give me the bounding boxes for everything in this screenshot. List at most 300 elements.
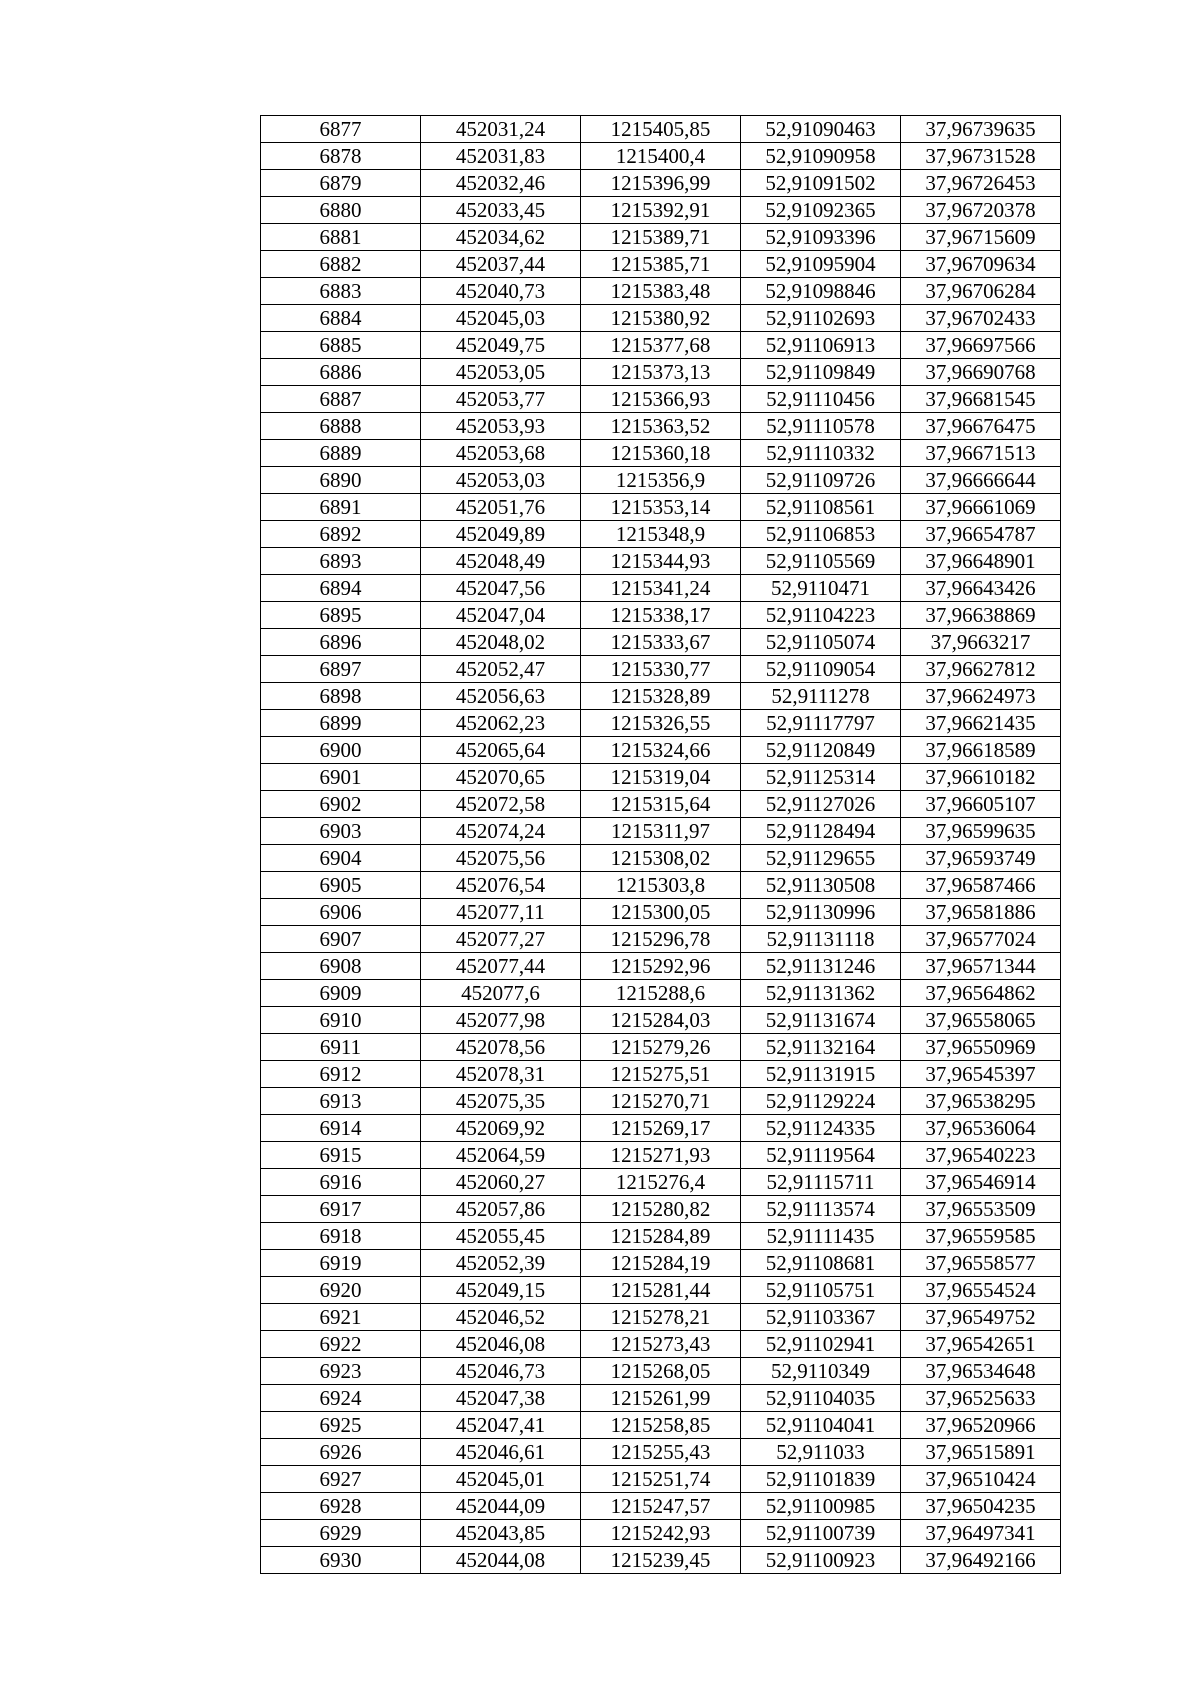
point-number-cell: 6917 — [261, 1196, 421, 1223]
point-number-cell: 6922 — [261, 1331, 421, 1358]
coordinates-table-body — [261, 116, 1061, 1574]
table-row — [261, 1493, 1061, 1520]
x-coordinate-cell: 452053,03 — [421, 467, 581, 494]
point-number-cell: 6930 — [261, 1547, 421, 1574]
y-coordinate-cell: 1215308,02 — [581, 845, 741, 872]
table-row — [261, 926, 1061, 953]
x-coordinate-cell: 452046,73 — [421, 1358, 581, 1385]
point-number-cell: 6929 — [261, 1520, 421, 1547]
y-coordinate-cell: 1215389,71 — [581, 224, 741, 251]
x-coordinate-cell: 452062,23 — [421, 710, 581, 737]
y-coordinate-cell: 1215269,17 — [581, 1115, 741, 1142]
longitude-cell: 37,96654787 — [901, 521, 1061, 548]
latitude-cell: 52,91132164 — [741, 1034, 901, 1061]
x-coordinate-cell: 452053,68 — [421, 440, 581, 467]
y-coordinate-cell: 1215319,04 — [581, 764, 741, 791]
y-coordinate-cell: 1215270,71 — [581, 1088, 741, 1115]
x-coordinate-cell: 452037,44 — [421, 251, 581, 278]
table-row — [261, 710, 1061, 737]
table-row — [261, 413, 1061, 440]
table-row — [261, 1547, 1061, 1574]
point-number-cell: 6915 — [261, 1142, 421, 1169]
x-coordinate-cell: 452055,45 — [421, 1223, 581, 1250]
latitude-cell: 52,9111278 — [741, 683, 901, 710]
y-coordinate-cell: 1215261,99 — [581, 1385, 741, 1412]
table-row — [261, 1088, 1061, 1115]
table-row — [261, 467, 1061, 494]
x-coordinate-cell: 452043,85 — [421, 1520, 581, 1547]
point-number-cell: 6891 — [261, 494, 421, 521]
y-coordinate-cell: 1215281,44 — [581, 1277, 741, 1304]
y-coordinate-cell: 1215284,89 — [581, 1223, 741, 1250]
longitude-cell: 37,96540223 — [901, 1142, 1061, 1169]
longitude-cell: 37,96559585 — [901, 1223, 1061, 1250]
longitude-cell: 37,96550969 — [901, 1034, 1061, 1061]
table-row — [261, 548, 1061, 575]
longitude-cell: 37,96618589 — [901, 737, 1061, 764]
x-coordinate-cell: 452076,54 — [421, 872, 581, 899]
y-coordinate-cell: 1215348,9 — [581, 521, 741, 548]
y-coordinate-cell: 1215247,57 — [581, 1493, 741, 1520]
latitude-cell: 52,91104041 — [741, 1412, 901, 1439]
latitude-cell: 52,91100739 — [741, 1520, 901, 1547]
table-row — [261, 1250, 1061, 1277]
x-coordinate-cell: 452065,64 — [421, 737, 581, 764]
x-coordinate-cell: 452053,77 — [421, 386, 581, 413]
x-coordinate-cell: 452044,09 — [421, 1493, 581, 1520]
point-number-cell: 6916 — [261, 1169, 421, 1196]
latitude-cell: 52,91113574 — [741, 1196, 901, 1223]
y-coordinate-cell: 1215242,93 — [581, 1520, 741, 1547]
y-coordinate-cell: 1215385,71 — [581, 251, 741, 278]
latitude-cell: 52,91101839 — [741, 1466, 901, 1493]
latitude-cell: 52,91131362 — [741, 980, 901, 1007]
latitude-cell: 52,911033 — [741, 1439, 901, 1466]
point-number-cell: 6878 — [261, 143, 421, 170]
x-coordinate-cell: 452069,92 — [421, 1115, 581, 1142]
longitude-cell: 37,96697566 — [901, 332, 1061, 359]
y-coordinate-cell: 1215333,67 — [581, 629, 741, 656]
y-coordinate-cell: 1215292,96 — [581, 953, 741, 980]
longitude-cell: 37,96525633 — [901, 1385, 1061, 1412]
longitude-cell: 37,96671513 — [901, 440, 1061, 467]
longitude-cell: 37,96593749 — [901, 845, 1061, 872]
x-coordinate-cell: 452078,56 — [421, 1034, 581, 1061]
longitude-cell: 37,96706284 — [901, 278, 1061, 305]
longitude-cell: 37,96504235 — [901, 1493, 1061, 1520]
y-coordinate-cell: 1215353,14 — [581, 494, 741, 521]
point-number-cell: 6882 — [261, 251, 421, 278]
table-row — [261, 386, 1061, 413]
table-row — [261, 116, 1061, 143]
longitude-cell: 37,96546914 — [901, 1169, 1061, 1196]
latitude-cell: 52,91090463 — [741, 116, 901, 143]
y-coordinate-cell: 1215251,74 — [581, 1466, 741, 1493]
y-coordinate-cell: 1215330,77 — [581, 656, 741, 683]
longitude-cell: 37,96536064 — [901, 1115, 1061, 1142]
latitude-cell: 52,91109054 — [741, 656, 901, 683]
longitude-cell: 37,96624973 — [901, 683, 1061, 710]
y-coordinate-cell: 1215284,19 — [581, 1250, 741, 1277]
x-coordinate-cell: 452057,86 — [421, 1196, 581, 1223]
longitude-cell: 37,96515891 — [901, 1439, 1061, 1466]
latitude-cell: 52,91106853 — [741, 521, 901, 548]
y-coordinate-cell: 1215284,03 — [581, 1007, 741, 1034]
longitude-cell: 37,96553509 — [901, 1196, 1061, 1223]
longitude-cell: 37,9663217 — [901, 629, 1061, 656]
latitude-cell: 52,91130996 — [741, 899, 901, 926]
table-row — [261, 170, 1061, 197]
x-coordinate-cell: 452045,03 — [421, 305, 581, 332]
longitude-cell: 37,96661069 — [901, 494, 1061, 521]
y-coordinate-cell: 1215311,97 — [581, 818, 741, 845]
longitude-cell: 37,96497341 — [901, 1520, 1061, 1547]
x-coordinate-cell: 452040,73 — [421, 278, 581, 305]
point-number-cell: 6923 — [261, 1358, 421, 1385]
y-coordinate-cell: 1215239,45 — [581, 1547, 741, 1574]
longitude-cell: 37,96702433 — [901, 305, 1061, 332]
table-row — [261, 1385, 1061, 1412]
longitude-cell: 37,96538295 — [901, 1088, 1061, 1115]
point-number-cell: 6883 — [261, 278, 421, 305]
longitude-cell: 37,96492166 — [901, 1547, 1061, 1574]
point-number-cell: 6885 — [261, 332, 421, 359]
point-number-cell: 6928 — [261, 1493, 421, 1520]
table-row — [261, 656, 1061, 683]
table-row — [261, 359, 1061, 386]
latitude-cell: 52,91125314 — [741, 764, 901, 791]
x-coordinate-cell: 452049,15 — [421, 1277, 581, 1304]
table-row — [261, 1034, 1061, 1061]
latitude-cell: 52,91124335 — [741, 1115, 901, 1142]
point-number-cell: 6904 — [261, 845, 421, 872]
latitude-cell: 52,91131118 — [741, 926, 901, 953]
y-coordinate-cell: 1215356,9 — [581, 467, 741, 494]
table-row — [261, 953, 1061, 980]
x-coordinate-cell: 452033,45 — [421, 197, 581, 224]
point-number-cell: 6896 — [261, 629, 421, 656]
latitude-cell: 52,91110456 — [741, 386, 901, 413]
table-row — [261, 278, 1061, 305]
table-row — [261, 1007, 1061, 1034]
latitude-cell: 52,91110578 — [741, 413, 901, 440]
y-coordinate-cell: 1215328,89 — [581, 683, 741, 710]
x-coordinate-cell: 452032,46 — [421, 170, 581, 197]
point-number-cell: 6879 — [261, 170, 421, 197]
x-coordinate-cell: 452075,56 — [421, 845, 581, 872]
table-row — [261, 1277, 1061, 1304]
point-number-cell: 6897 — [261, 656, 421, 683]
latitude-cell: 52,91102693 — [741, 305, 901, 332]
longitude-cell: 37,96690768 — [901, 359, 1061, 386]
longitude-cell: 37,96587466 — [901, 872, 1061, 899]
latitude-cell: 52,91109726 — [741, 467, 901, 494]
x-coordinate-cell: 452053,93 — [421, 413, 581, 440]
x-coordinate-cell: 452056,63 — [421, 683, 581, 710]
table-row — [261, 737, 1061, 764]
x-coordinate-cell: 452044,08 — [421, 1547, 581, 1574]
y-coordinate-cell: 1215275,51 — [581, 1061, 741, 1088]
table-row — [261, 224, 1061, 251]
point-number-cell: 6924 — [261, 1385, 421, 1412]
x-coordinate-cell: 452034,62 — [421, 224, 581, 251]
y-coordinate-cell: 1215377,68 — [581, 332, 741, 359]
table-row — [261, 575, 1061, 602]
y-coordinate-cell: 1215326,55 — [581, 710, 741, 737]
latitude-cell: 52,91109849 — [741, 359, 901, 386]
longitude-cell: 37,96510424 — [901, 1466, 1061, 1493]
point-number-cell: 6893 — [261, 548, 421, 575]
latitude-cell: 52,91093396 — [741, 224, 901, 251]
point-number-cell: 6888 — [261, 413, 421, 440]
table-row — [261, 899, 1061, 926]
latitude-cell: 52,91129224 — [741, 1088, 901, 1115]
longitude-cell: 37,96643426 — [901, 575, 1061, 602]
point-number-cell: 6890 — [261, 467, 421, 494]
longitude-cell: 37,96681545 — [901, 386, 1061, 413]
point-number-cell: 6910 — [261, 1007, 421, 1034]
point-number-cell: 6892 — [261, 521, 421, 548]
latitude-cell: 52,91119564 — [741, 1142, 901, 1169]
latitude-cell: 52,91092365 — [741, 197, 901, 224]
x-coordinate-cell: 452051,76 — [421, 494, 581, 521]
point-number-cell: 6920 — [261, 1277, 421, 1304]
table-row — [261, 791, 1061, 818]
y-coordinate-cell: 1215338,17 — [581, 602, 741, 629]
y-coordinate-cell: 1215324,66 — [581, 737, 741, 764]
latitude-cell: 52,91106913 — [741, 332, 901, 359]
x-coordinate-cell: 452031,24 — [421, 116, 581, 143]
y-coordinate-cell: 1215405,85 — [581, 116, 741, 143]
longitude-cell: 37,96709634 — [901, 251, 1061, 278]
longitude-cell: 37,96605107 — [901, 791, 1061, 818]
point-number-cell: 6903 — [261, 818, 421, 845]
table-row — [261, 683, 1061, 710]
x-coordinate-cell: 452046,52 — [421, 1304, 581, 1331]
latitude-cell: 52,91103367 — [741, 1304, 901, 1331]
longitude-cell: 37,96599635 — [901, 818, 1061, 845]
table-row — [261, 197, 1061, 224]
point-number-cell: 6914 — [261, 1115, 421, 1142]
longitude-cell: 37,96558065 — [901, 1007, 1061, 1034]
table-row — [261, 845, 1061, 872]
longitude-cell: 37,96545397 — [901, 1061, 1061, 1088]
table-row — [261, 1223, 1061, 1250]
x-coordinate-cell: 452077,27 — [421, 926, 581, 953]
point-number-cell: 6880 — [261, 197, 421, 224]
longitude-cell: 37,96648901 — [901, 548, 1061, 575]
latitude-cell: 52,91100985 — [741, 1493, 901, 1520]
latitude-cell: 52,91115711 — [741, 1169, 901, 1196]
latitude-cell: 52,91105074 — [741, 629, 901, 656]
y-coordinate-cell: 1215315,64 — [581, 791, 741, 818]
x-coordinate-cell: 452047,41 — [421, 1412, 581, 1439]
x-coordinate-cell: 452048,02 — [421, 629, 581, 656]
latitude-cell: 52,91131915 — [741, 1061, 901, 1088]
latitude-cell: 52,91095904 — [741, 251, 901, 278]
longitude-cell: 37,96571344 — [901, 953, 1061, 980]
y-coordinate-cell: 1215400,4 — [581, 143, 741, 170]
longitude-cell: 37,96731528 — [901, 143, 1061, 170]
table-row — [261, 764, 1061, 791]
x-coordinate-cell: 452049,75 — [421, 332, 581, 359]
table-row — [261, 1331, 1061, 1358]
point-number-cell: 6881 — [261, 224, 421, 251]
x-coordinate-cell: 452047,04 — [421, 602, 581, 629]
y-coordinate-cell: 1215341,24 — [581, 575, 741, 602]
longitude-cell: 37,96715609 — [901, 224, 1061, 251]
point-number-cell: 6899 — [261, 710, 421, 737]
latitude-cell: 52,91131246 — [741, 953, 901, 980]
point-number-cell: 6894 — [261, 575, 421, 602]
table-row — [261, 251, 1061, 278]
point-number-cell: 6918 — [261, 1223, 421, 1250]
latitude-cell: 52,91111435 — [741, 1223, 901, 1250]
table-row — [261, 1520, 1061, 1547]
x-coordinate-cell: 452052,47 — [421, 656, 581, 683]
latitude-cell: 52,91100923 — [741, 1547, 901, 1574]
x-coordinate-cell: 452060,27 — [421, 1169, 581, 1196]
longitude-cell: 37,96627812 — [901, 656, 1061, 683]
longitude-cell: 37,96520966 — [901, 1412, 1061, 1439]
point-number-cell: 6884 — [261, 305, 421, 332]
point-number-cell: 6898 — [261, 683, 421, 710]
latitude-cell: 52,91098846 — [741, 278, 901, 305]
y-coordinate-cell: 1215300,05 — [581, 899, 741, 926]
y-coordinate-cell: 1215258,85 — [581, 1412, 741, 1439]
table-row — [261, 1412, 1061, 1439]
y-coordinate-cell: 1215380,92 — [581, 305, 741, 332]
longitude-cell: 37,96542651 — [901, 1331, 1061, 1358]
longitude-cell: 37,96610182 — [901, 764, 1061, 791]
longitude-cell: 37,96558577 — [901, 1250, 1061, 1277]
latitude-cell: 52,91117797 — [741, 710, 901, 737]
x-coordinate-cell: 452052,39 — [421, 1250, 581, 1277]
x-coordinate-cell: 452053,05 — [421, 359, 581, 386]
latitude-cell: 52,9110349 — [741, 1358, 901, 1385]
longitude-cell: 37,96554524 — [901, 1277, 1061, 1304]
table-row — [261, 332, 1061, 359]
x-coordinate-cell: 452064,59 — [421, 1142, 581, 1169]
x-coordinate-cell: 452046,61 — [421, 1439, 581, 1466]
y-coordinate-cell: 1215280,82 — [581, 1196, 741, 1223]
longitude-cell: 37,96621435 — [901, 710, 1061, 737]
latitude-cell: 52,9110471 — [741, 575, 901, 602]
latitude-cell: 52,91110332 — [741, 440, 901, 467]
x-coordinate-cell: 452070,65 — [421, 764, 581, 791]
latitude-cell: 52,91128494 — [741, 818, 901, 845]
latitude-cell: 52,91090958 — [741, 143, 901, 170]
latitude-cell: 52,91104035 — [741, 1385, 901, 1412]
y-coordinate-cell: 1215255,43 — [581, 1439, 741, 1466]
point-number-cell: 6913 — [261, 1088, 421, 1115]
x-coordinate-cell: 452078,31 — [421, 1061, 581, 1088]
point-number-cell: 6911 — [261, 1034, 421, 1061]
coordinates-table — [260, 115, 1061, 1574]
x-coordinate-cell: 452049,89 — [421, 521, 581, 548]
latitude-cell: 52,91102941 — [741, 1331, 901, 1358]
latitude-cell: 52,91127026 — [741, 791, 901, 818]
latitude-cell: 52,91105569 — [741, 548, 901, 575]
latitude-cell: 52,91108681 — [741, 1250, 901, 1277]
latitude-cell: 52,91120849 — [741, 737, 901, 764]
longitude-cell: 37,96638869 — [901, 602, 1061, 629]
table-row — [261, 1466, 1061, 1493]
latitude-cell: 52,91105751 — [741, 1277, 901, 1304]
y-coordinate-cell: 1215296,78 — [581, 926, 741, 953]
table-row — [261, 629, 1061, 656]
x-coordinate-cell: 452048,49 — [421, 548, 581, 575]
y-coordinate-cell: 1215303,8 — [581, 872, 741, 899]
table-row — [261, 1061, 1061, 1088]
point-number-cell: 6907 — [261, 926, 421, 953]
y-coordinate-cell: 1215392,91 — [581, 197, 741, 224]
longitude-cell: 37,96676475 — [901, 413, 1061, 440]
x-coordinate-cell: 452045,01 — [421, 1466, 581, 1493]
longitude-cell: 37,96720378 — [901, 197, 1061, 224]
table-row — [261, 1358, 1061, 1385]
longitude-cell: 37,96581886 — [901, 899, 1061, 926]
table-row — [261, 602, 1061, 629]
y-coordinate-cell: 1215373,13 — [581, 359, 741, 386]
point-number-cell: 6926 — [261, 1439, 421, 1466]
y-coordinate-cell: 1215268,05 — [581, 1358, 741, 1385]
point-number-cell: 6887 — [261, 386, 421, 413]
point-number-cell: 6925 — [261, 1412, 421, 1439]
table-row — [261, 1196, 1061, 1223]
table-row — [261, 494, 1061, 521]
x-coordinate-cell: 452047,38 — [421, 1385, 581, 1412]
y-coordinate-cell: 1215363,52 — [581, 413, 741, 440]
table-row — [261, 1439, 1061, 1466]
latitude-cell: 52,91131674 — [741, 1007, 901, 1034]
y-coordinate-cell: 1215273,43 — [581, 1331, 741, 1358]
point-number-cell: 6889 — [261, 440, 421, 467]
point-number-cell: 6912 — [261, 1061, 421, 1088]
longitude-cell: 37,96534648 — [901, 1358, 1061, 1385]
longitude-cell: 37,96549752 — [901, 1304, 1061, 1331]
x-coordinate-cell: 452077,6 — [421, 980, 581, 1007]
x-coordinate-cell: 452046,08 — [421, 1331, 581, 1358]
table-row — [261, 872, 1061, 899]
y-coordinate-cell: 1215271,93 — [581, 1142, 741, 1169]
table-row — [261, 818, 1061, 845]
y-coordinate-cell: 1215366,93 — [581, 386, 741, 413]
table-row — [261, 980, 1061, 1007]
point-number-cell: 6902 — [261, 791, 421, 818]
table-row — [261, 521, 1061, 548]
table-row — [261, 305, 1061, 332]
y-coordinate-cell: 1215344,93 — [581, 548, 741, 575]
x-coordinate-cell: 452072,58 — [421, 791, 581, 818]
y-coordinate-cell: 1215279,26 — [581, 1034, 741, 1061]
point-number-cell: 6905 — [261, 872, 421, 899]
y-coordinate-cell: 1215396,99 — [581, 170, 741, 197]
y-coordinate-cell: 1215276,4 — [581, 1169, 741, 1196]
x-coordinate-cell: 452047,56 — [421, 575, 581, 602]
table-row — [261, 1115, 1061, 1142]
point-number-cell: 6877 — [261, 116, 421, 143]
latitude-cell: 52,91130508 — [741, 872, 901, 899]
point-number-cell: 6900 — [261, 737, 421, 764]
longitude-cell: 37,96739635 — [901, 116, 1061, 143]
table-row — [261, 1169, 1061, 1196]
table-row — [261, 143, 1061, 170]
x-coordinate-cell: 452031,83 — [421, 143, 581, 170]
point-number-cell: 6886 — [261, 359, 421, 386]
x-coordinate-cell: 452074,24 — [421, 818, 581, 845]
y-coordinate-cell: 1215288,6 — [581, 980, 741, 1007]
